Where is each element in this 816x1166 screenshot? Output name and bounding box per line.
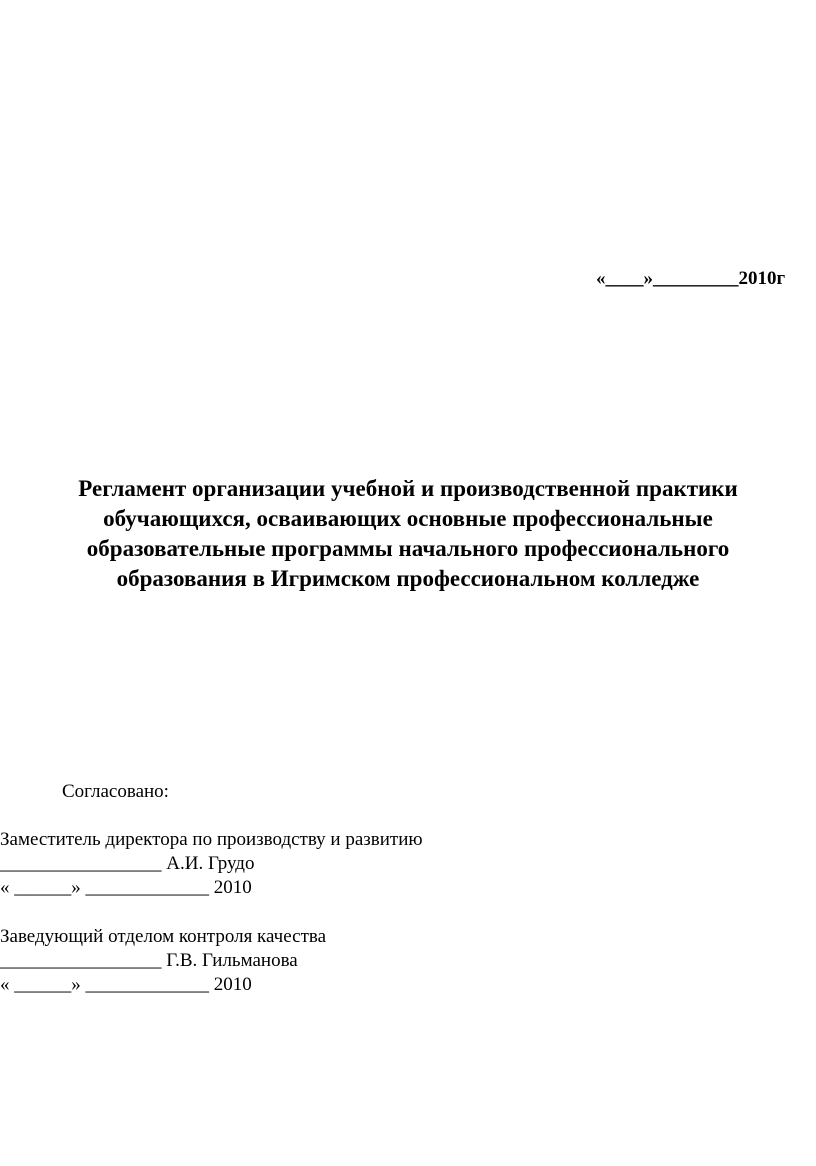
- signatory-name-line: _________________ А.И. Грудо: [0, 853, 255, 874]
- signatory-date-line: « ______» _____________ 2010: [0, 877, 252, 898]
- title-line-2: обучающихся, осваивающих основные профессиональные: [103, 506, 713, 531]
- title-line-4: образования в Игримском профессиональном колледже: [116, 566, 700, 591]
- signatory-block-quality-head: [0, 925, 326, 997]
- signatory-position: Заместитель директора по производству и развитию: [0, 829, 423, 850]
- signatory-name-line: _________________ Г.В. Гильманова: [0, 950, 298, 971]
- document-title: [0, 474, 816, 594]
- signatory-position: Заведующий отделом контроля качества: [0, 926, 327, 947]
- title-line-3: образовательные программы начального профессионального: [86, 536, 730, 561]
- signatory-block-deputy-director: [0, 828, 423, 900]
- approval-date-line: «____»_________2010г: [596, 268, 786, 289]
- signatory-date-line: « ______» _____________ 2010: [0, 974, 252, 995]
- title-line-1: Регламент организации учебной и производственной практики: [78, 476, 738, 501]
- agreed-label: Согласовано:: [62, 781, 169, 802]
